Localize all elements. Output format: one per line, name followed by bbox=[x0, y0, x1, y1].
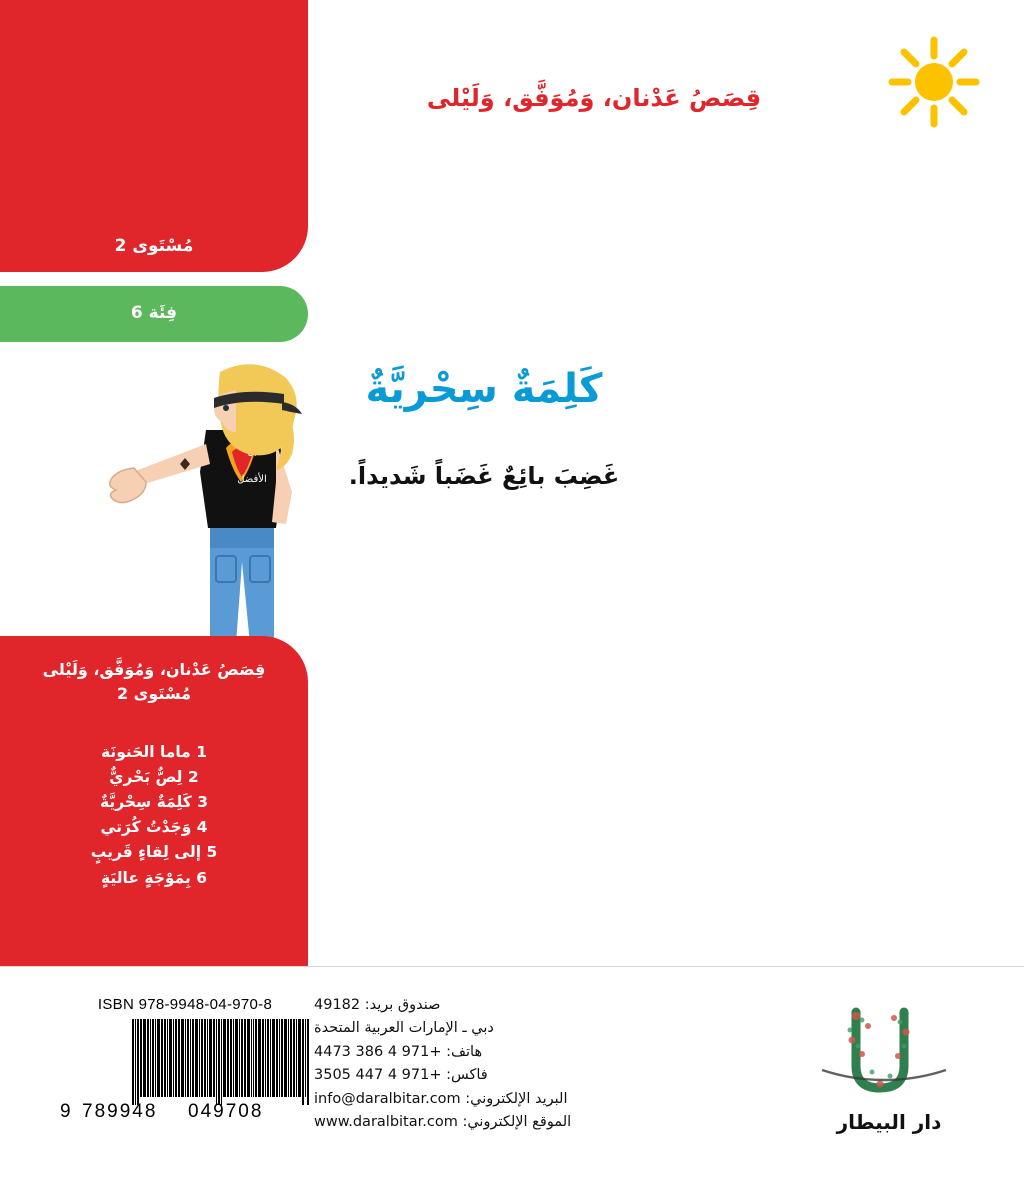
barcode-lead-digit: 9 bbox=[60, 1101, 73, 1122]
barcode-bars bbox=[72, 1019, 310, 1105]
category-badge: فِئَة 6 bbox=[130, 303, 178, 323]
boy-illustration bbox=[60, 352, 320, 652]
contact-city: دبي ـ الإمارات العربية المتحدة bbox=[314, 1020, 494, 1037]
publisher-mark-icon bbox=[794, 996, 984, 1108]
contact-phone: هاتف: +971 4 386 4473 bbox=[314, 1043, 483, 1060]
series-title bbox=[14, 658, 294, 706]
toc-label: لِصٌّ بَحْريٌّ bbox=[109, 768, 183, 787]
list-item bbox=[14, 740, 294, 765]
publisher-logo bbox=[794, 996, 984, 1134]
toc-label: ماما الحَنونَة bbox=[100, 743, 191, 761]
toc-number: 5 bbox=[206, 843, 218, 862]
isbn-block bbox=[60, 996, 310, 1122]
series-title-line2: مُسْتَوى 2 bbox=[116, 684, 192, 703]
page-title: كَلِمَةٌ سِحْريَّةٌ bbox=[365, 366, 603, 412]
toc-number: 2 bbox=[187, 768, 199, 787]
toc-label: إلى لِقاءٍ قَريبٍ bbox=[90, 843, 202, 862]
toc-label: كَلِمَةٌ سِحْريَّةٌ bbox=[99, 793, 192, 812]
series-title-line1: قِصَصُ عَدْنان، وَمُوَفَّق، وَلَيْلى bbox=[42, 660, 266, 679]
category-block bbox=[0, 286, 308, 342]
toc-number: 3 bbox=[197, 793, 208, 812]
table-of-contents bbox=[14, 740, 294, 891]
barcode-group-1: 789948 bbox=[82, 1101, 158, 1122]
list-item bbox=[14, 815, 294, 840]
level-block bbox=[0, 0, 308, 272]
barcode-group-2: 049708 bbox=[188, 1101, 264, 1122]
toc-label: وَجَدْتُ كُرَتي bbox=[100, 818, 192, 837]
list-item bbox=[14, 765, 294, 790]
contact-website[interactable]: الموقع الإلكتروني: www.daralbitar.com bbox=[314, 1114, 572, 1131]
toc-number: 6 bbox=[196, 868, 208, 887]
isbn-label: ISBN 978-9948-04-970-8 bbox=[97, 996, 273, 1013]
barcode bbox=[60, 1019, 310, 1122]
series-header: قِصَصُ عَدْنان، وَمُوَفَّق، وَلَيْلى bbox=[426, 84, 762, 112]
toc-number: 4 bbox=[196, 818, 208, 837]
sun-icon bbox=[886, 34, 982, 130]
svg-text:الأفضل: الأفضل bbox=[237, 474, 267, 485]
list-item bbox=[14, 866, 294, 891]
divider bbox=[0, 966, 1024, 967]
contact-email[interactable]: البريد الإلكتروني: info@daralbitar.com bbox=[314, 1090, 568, 1107]
publisher-contact bbox=[314, 994, 734, 1135]
contact-fax: فاكس: +971 4 447 3505 bbox=[314, 1067, 488, 1084]
series-toc-block bbox=[0, 636, 308, 966]
publisher-name: دار البيطار bbox=[836, 1110, 942, 1134]
book-subtitle: غَضِبَ بائِعٌ غَضَباً شَديداً. bbox=[348, 462, 620, 490]
toc-number: 1 bbox=[196, 743, 207, 761]
list-item bbox=[14, 840, 294, 865]
list-item bbox=[14, 790, 294, 815]
toc-label: بِمَوْجَةٍ عاليَةٍ bbox=[100, 868, 191, 887]
contact-po-box: صندوق بريد: 49182 bbox=[314, 997, 441, 1013]
level-badge: مُسْتَوى 2 bbox=[114, 236, 194, 256]
